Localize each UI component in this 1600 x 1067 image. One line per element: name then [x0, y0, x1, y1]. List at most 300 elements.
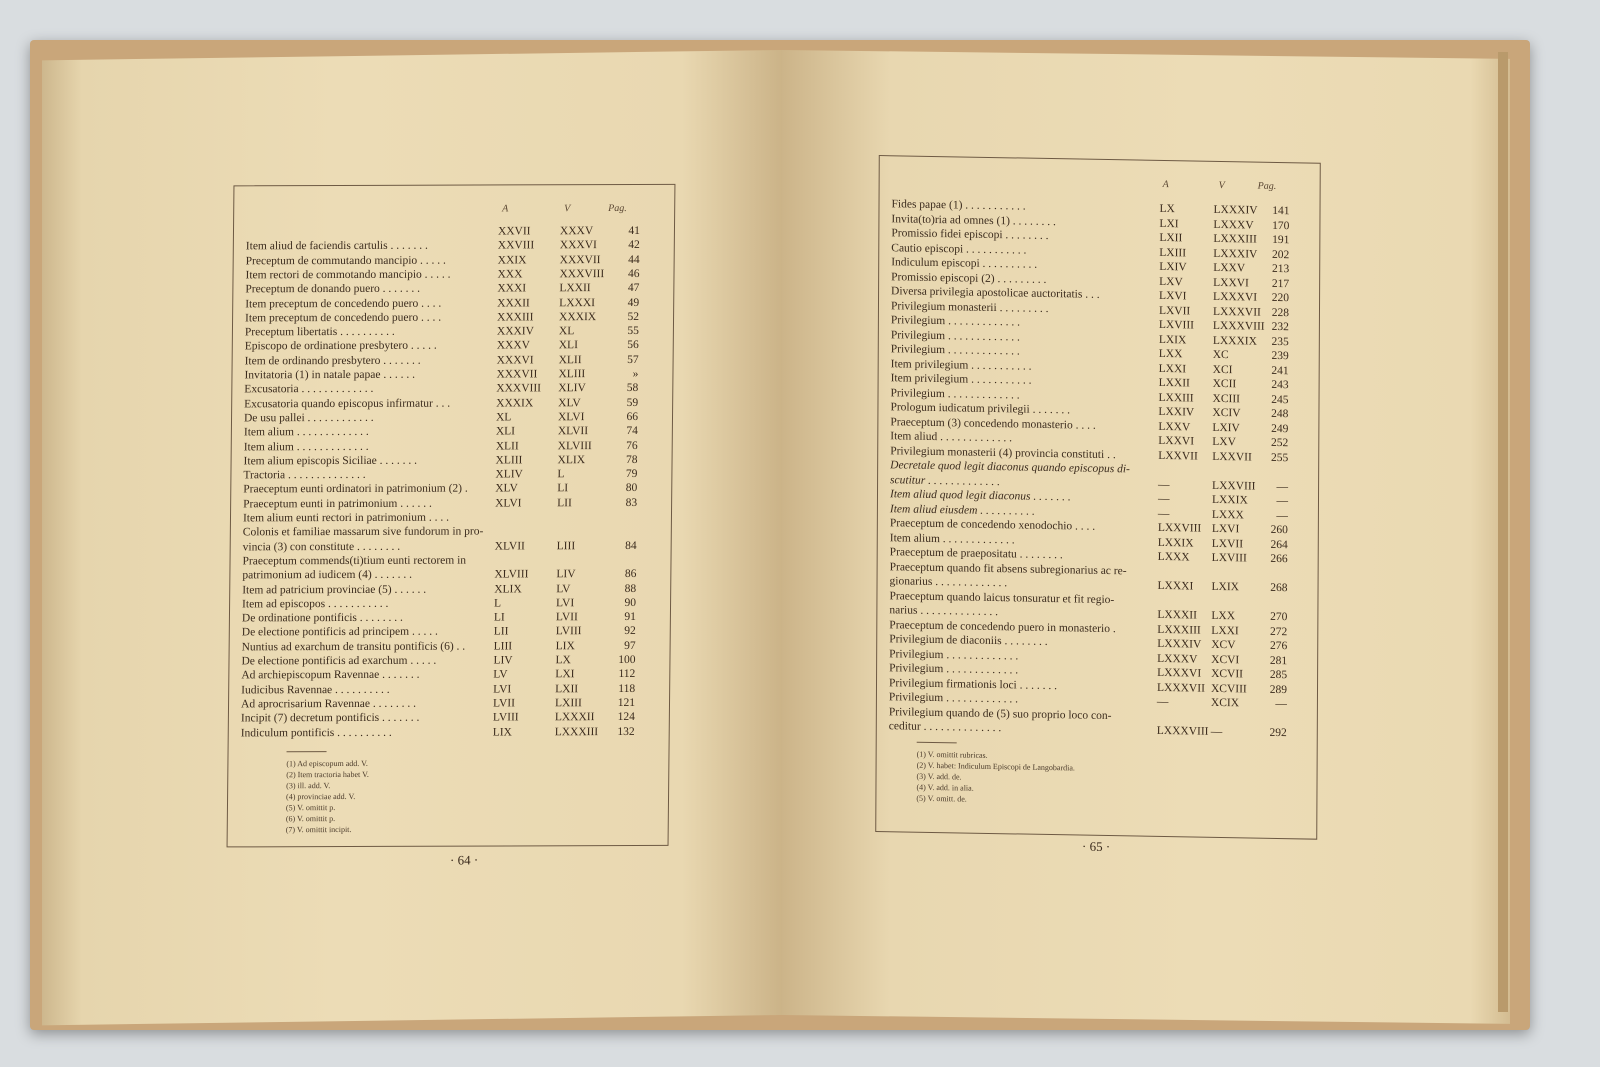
index-row: [244, 439, 662, 453]
column-v-value: LXXII: [559, 282, 591, 295]
column-a-value: XL: [495, 411, 512, 424]
column-v-value: XLVII: [557, 425, 589, 438]
page-value: —: [1276, 494, 1289, 508]
column-v-value: XXXVIII: [559, 267, 605, 281]
column-a-value: LXVII: [1158, 304, 1191, 317]
index-row: [245, 282, 663, 296]
entry-title: Item alium eunti rectori in patrimonium . . . .: [242, 511, 450, 525]
column-v-value: LII: [557, 496, 572, 509]
index-row: [242, 554, 660, 568]
column-v-value: LVII: [555, 611, 578, 624]
page-value: 56: [627, 339, 639, 352]
column-a-value: —: [1157, 492, 1170, 506]
index-row: [246, 239, 664, 253]
entry-title: Privilegium monasterii (4) provincia constituti . .: [890, 444, 1116, 461]
index-row: [242, 611, 660, 625]
column-v-value: XCI: [1212, 363, 1233, 376]
page-value: [1257, 712, 1287, 713]
page-value: [1258, 466, 1288, 467]
entry-title: Excusatoria quando episcopus infirmatur . . .: [244, 397, 451, 410]
entry-title: Praeceptum (3) concedendo monasterio . . . .: [890, 415, 1096, 432]
footnote-rule: [287, 751, 327, 752]
page-value: 239: [1271, 349, 1289, 363]
footnote: (2) Item tractoria habet V.: [286, 769, 369, 780]
column-header-a: A: [502, 203, 509, 215]
column-v-value: XXXVI: [559, 239, 597, 252]
column-a-value: XXXI: [497, 282, 527, 295]
column-a-value: LIII: [493, 640, 513, 653]
left-page: [42, 50, 782, 1025]
entry-title: Privilegium . . . . . . . . . . . . .: [890, 314, 1021, 329]
index-row: [241, 725, 659, 739]
page-value: 241: [1271, 364, 1289, 377]
column-v-value: XLIX: [557, 453, 586, 467]
entry-title: Item ad patricium provinciae (5) . . . . . .: [242, 583, 427, 596]
column-a-value: LXVIII: [1158, 318, 1195, 332]
column-v-value: LXXV: [1213, 261, 1246, 275]
column-v-value: —: [1210, 725, 1223, 739]
index-row: [242, 640, 660, 654]
page-value: —: [1276, 480, 1289, 493]
index-row: [244, 368, 662, 382]
index-row: [245, 325, 663, 339]
entry-title: Praeceptum commends(ti)tium eunti rectorem in: [242, 554, 467, 568]
column-a-value: LII: [493, 625, 509, 638]
column-v-value: LXXXI: [559, 296, 596, 309]
footnote: (2) V. habet: Indiculum Episcopi de Langobardia.: [916, 760, 1075, 773]
index-row: [242, 582, 660, 596]
column-header-v: V: [1218, 179, 1225, 192]
page-value: —: [1275, 697, 1287, 711]
column-v-value: XCVI: [1211, 653, 1240, 666]
index-row: [245, 311, 663, 325]
page-value: 44: [628, 253, 640, 266]
page-value: 268: [1270, 581, 1288, 595]
entry-title: Item alium . . . . . . . . . . . . .: [243, 440, 369, 453]
column-a-value: LVIII: [492, 711, 519, 724]
page-value: 170: [1272, 219, 1290, 232]
column-v-value: LVIII: [555, 625, 582, 638]
column-v-value: XLV: [558, 396, 581, 409]
column-a-value: LXXXVI: [1157, 666, 1202, 680]
page-value: 112: [618, 668, 636, 681]
entry-title: gionarius . . . . . . . . . . . . .: [889, 575, 1008, 590]
entry-title: De electione pontificis ad principem . . . . .: [241, 626, 438, 639]
column-a-value: —: [1158, 478, 1170, 491]
right-page-frame: [875, 155, 1321, 840]
column-a-value: LXXV: [1158, 420, 1191, 433]
page-value: 90: [624, 596, 637, 609]
entry-title: Excusatoria . . . . . . . . . . . . .: [244, 383, 374, 396]
index-row: [243, 511, 661, 525]
page-value: 228: [1271, 306, 1290, 319]
column-v-value: XXXV: [559, 225, 594, 238]
column-v-value: LXIV: [1212, 421, 1240, 434]
index-row: [241, 711, 659, 725]
page-value: 281: [1269, 654, 1288, 667]
page-value: 79: [625, 468, 638, 481]
entry-title: vincia (3) con constitute . . . . . . . .: [242, 540, 401, 553]
column-v-value: LXXI: [1211, 624, 1239, 637]
column-v-value: XC: [1212, 348, 1229, 362]
entry-title: Privilegium de diaconiis . . . . . . . .: [889, 633, 1048, 648]
page-value: 248: [1271, 407, 1289, 421]
entry-title: Item alium episcopis Siciliae . . . . . . .: [243, 454, 418, 468]
page-value: 83: [625, 496, 638, 509]
page-value: 213: [1271, 262, 1290, 276]
column-a-value: LX: [1159, 202, 1175, 216]
left-page-frame: [227, 184, 676, 848]
entry-title: Item de ordinando presbytero . . . . . . .: [244, 354, 421, 368]
entry-title: ceditur . . . . . . . . . . . . . .: [888, 720, 1002, 735]
entry-title: Item aliud quod legit diaconus . . . . . . .: [889, 488, 1071, 504]
column-a-value: LXXX: [1157, 550, 1190, 564]
entry-title: Item preceptum de concedendo puero . . . .: [245, 311, 442, 325]
entry-title: Privilegium . . . . . . . . . . . . .: [888, 691, 1019, 706]
page-value: 264: [1270, 538, 1288, 551]
index-row: [245, 339, 663, 353]
column-a-value: XXXV: [496, 339, 531, 352]
page-value: 285: [1269, 668, 1288, 682]
index-row: [241, 697, 659, 711]
column-v-value: XL: [558, 325, 575, 338]
index-row: [242, 568, 660, 582]
column-v-value: LXXXIV: [1213, 203, 1258, 217]
entry-title: Invita(to)ria ad omnes (1) . . . . . . . .: [891, 212, 1056, 228]
entry-title: Praeceptum eunti in patrimonium . . . . . .: [243, 497, 432, 511]
column-a-value: XXXII: [497, 296, 530, 309]
entry-title: Invitatoria (1) in natale papae . . . . . .: [244, 368, 416, 382]
entry-title: Preceptum libertatis . . . . . . . . . .: [244, 325, 395, 339]
column-a-value: LXXVII: [1158, 449, 1198, 463]
page-value: 49: [627, 296, 640, 309]
page-value: 141: [1272, 204, 1290, 218]
footnote: (5) V. omitt. de.: [916, 793, 967, 804]
page-value: [1257, 596, 1287, 597]
index-row: [242, 625, 660, 639]
index-row: [245, 296, 663, 310]
page-value: 42: [628, 239, 640, 252]
column-v-value: L: [557, 468, 565, 481]
column-a-value: LXII: [1159, 231, 1183, 245]
page-value: 47: [627, 282, 640, 295]
page-value: —: [1276, 509, 1288, 522]
entry-title: scutitur . . . . . . . . . . . . .: [890, 473, 1000, 488]
column-a-value: LXXIII: [1158, 391, 1194, 405]
entry-title: Item aliud . . . . . . . . . . . . .: [890, 430, 1013, 445]
column-v-value: LXII: [555, 682, 579, 695]
page-value: 41: [628, 224, 641, 237]
column-a-value: LXXXIV: [1157, 637, 1202, 651]
entry-title: Preceptum de commutando mancipio . . . . .: [245, 254, 446, 267]
page-edges: [1498, 52, 1508, 1012]
column-a-value: XXVII: [497, 225, 531, 238]
column-v-value: LVI: [556, 596, 575, 610]
index-row: [241, 654, 659, 668]
page-value: 92: [624, 625, 636, 638]
index-row: [241, 668, 659, 682]
page-value: 84: [625, 539, 637, 552]
column-a-value: XXXVIII: [496, 382, 542, 395]
column-a-value: LXIII: [1159, 246, 1187, 259]
page-value: 57: [627, 353, 639, 366]
index-row: [244, 396, 662, 410]
footnote: (1) V. omittit rubricas.: [916, 749, 988, 760]
entry-title: Decretale quod legit diaconus quando episcopus di-: [890, 459, 1130, 476]
column-a-value: —: [1157, 507, 1170, 520]
page-value: 58: [626, 382, 639, 395]
page-value: 80: [625, 482, 638, 495]
entry-title: Privilegium . . . . . . . . . . . . .: [890, 328, 1020, 343]
entry-title: Privilegium . . . . . . . . . . . . .: [890, 343, 1020, 358]
index-row: [246, 253, 664, 267]
page-value: 86: [624, 568, 637, 581]
page-value: 66: [626, 410, 639, 423]
column-v-value: LXVII: [1211, 537, 1244, 550]
column-v-value: XLI: [558, 339, 579, 352]
column-v-value: LXVIII: [1211, 551, 1247, 565]
entry-title: Privilegium quando de (5) suo proprio loco con-: [888, 705, 1112, 722]
column-a-value: LV: [493, 668, 508, 681]
page-value: 245: [1271, 393, 1289, 406]
column-a-value: LVII: [492, 697, 516, 710]
page-value: 52: [627, 310, 640, 323]
left-footnotes: [286, 751, 369, 835]
column-v-value: LXXIX: [1211, 493, 1248, 507]
column-a-value: XXXIX: [496, 396, 534, 410]
entry-title: Praeceptum quando laicus tonsuratur et fit regio-: [889, 589, 1115, 606]
column-a-value: LI: [493, 611, 505, 624]
column-v-value: XLIII: [558, 368, 586, 381]
column-header-pag: Pag.: [1257, 180, 1277, 192]
column-v-value: XXXVII: [559, 253, 601, 266]
column-a-value: XLIV: [495, 468, 523, 481]
column-a-value: LXIX: [1158, 333, 1187, 346]
page-value: 217: [1271, 277, 1290, 290]
page-value: 97: [624, 639, 636, 652]
page-value: 243: [1271, 378, 1289, 392]
entry-title: narius . . . . . . . . . . . . . .: [889, 604, 999, 619]
entry-title: Privilegium monasterii . . . . . . . . .: [890, 299, 1049, 315]
column-v-value: XCIX: [1210, 696, 1240, 710]
entry-title: Item aliud de faciendis cartulis . . . . . . .: [245, 239, 428, 253]
column-v-value: LXIII: [554, 697, 582, 710]
footnote: (6) V. omittit p.: [285, 814, 336, 824]
page-value: 252: [1271, 436, 1289, 450]
page-value: 132: [617, 725, 635, 738]
index-row: [245, 268, 663, 282]
column-a-value: LXXXV: [1157, 652, 1198, 666]
column-v-value: LIV: [556, 568, 576, 581]
column-a-value: XLVIII: [494, 568, 529, 581]
column-a-value: LXIV: [1159, 260, 1187, 274]
column-a-value: LIX: [492, 725, 512, 738]
page-value: »: [632, 367, 639, 380]
page-number-65: · 65 ·: [1082, 838, 1111, 855]
index-row: [243, 539, 661, 553]
entry-title: Indiculum pontificis . . . . . . . . . .: [240, 726, 392, 739]
index-row: [246, 225, 664, 239]
entry-title: Item alium . . . . . . . . . . . . .: [243, 426, 369, 439]
column-v-value: LIX: [555, 639, 575, 652]
entry-title: Praeceptum eunti ordinatori in patrimonium (2) .: [243, 482, 468, 496]
column-a-value: XXXVII: [496, 368, 538, 381]
column-a-value: LIV: [493, 654, 513, 667]
entry-title: Preceptum de donando puero . . . . . . .: [245, 282, 421, 296]
page-value: 59: [626, 396, 639, 409]
entry-title: Cautio episcopi . . . . . . . . . . .: [891, 241, 1027, 257]
page-value: 91: [624, 611, 636, 624]
column-v-value: LXI: [555, 668, 575, 681]
entry-title: De ordinatione pontificis . . . . . . . .: [241, 611, 403, 625]
column-v-value: LXV: [1212, 435, 1236, 449]
column-v-value: LXXXII: [554, 711, 595, 724]
page-value: 78: [626, 453, 638, 466]
column-v-value: XLIV: [558, 382, 586, 395]
column-a-value: —: [1156, 695, 1169, 709]
column-a-value: XXXIV: [496, 325, 535, 338]
column-v-value: LI: [557, 482, 569, 495]
entry-title: Item preceptum de concedendo puero . . . .: [245, 297, 442, 310]
column-a-value: XLII: [495, 439, 519, 452]
entry-title: Promissio fidei episcopi . . . . . . . .: [891, 227, 1049, 242]
column-v-value: LXXXVIII: [1212, 319, 1265, 333]
column-a-value: LXX: [1158, 347, 1183, 361]
column-a-value: LXXXII: [1157, 608, 1198, 622]
column-a-value: XLI: [495, 425, 516, 438]
entry-title: Item alium . . . . . . . . . . . . .: [889, 531, 1015, 546]
column-v-value: LXXX: [1211, 508, 1244, 521]
entry-title: Ad archiepiscopum Ravennae . . . . . . .: [241, 669, 420, 682]
entry-title: De electione pontificis ad exarchum . . . . .: [241, 654, 437, 668]
entry-title: Praeceptum quando fit absens subregionarius ac re-: [889, 560, 1127, 577]
entry-title: De usu pallei . . . . . . . . . . . .: [243, 411, 374, 425]
page-value: 121: [617, 696, 636, 709]
entry-title: Privilegium firmationis loci . . . . . . .: [888, 676, 1058, 692]
page-value: 235: [1271, 335, 1289, 348]
column-v-value: LXXXIX: [1212, 334, 1257, 348]
column-v-value: LX: [555, 654, 571, 667]
column-v-value: LXXXIII: [554, 725, 599, 738]
index-row: [243, 525, 661, 539]
entry-title: Fides papae (1) . . . . . . . . . . .: [891, 198, 1026, 213]
column-v-value: LXXVI: [1213, 276, 1249, 289]
page-value: 260: [1270, 523, 1288, 537]
column-v-value: XLVI: [557, 411, 585, 424]
page-value: 270: [1270, 610, 1288, 624]
entry-title: Privilegium . . . . . . . . . . . . .: [890, 386, 1020, 401]
page-value: [1258, 567, 1288, 568]
page-value: 232: [1271, 320, 1289, 334]
column-a-value: LXXII: [1158, 376, 1190, 390]
column-a-value: LXXVIII: [1157, 521, 1202, 535]
footnote: (3) ill. add. V.: [286, 781, 331, 791]
column-a-value: LXXXVII: [1156, 681, 1205, 695]
entry-title: Promissio episcopi (2) . . . . . . . . .: [891, 270, 1047, 286]
column-v-value: XCIV: [1212, 406, 1241, 420]
page-value: 249: [1271, 422, 1289, 435]
column-v-value: LXXXVI: [1213, 290, 1258, 304]
page-value: 202: [1272, 248, 1290, 261]
column-v-value: LXX: [1211, 609, 1236, 623]
entry-title: Item privilegium . . . . . . . . . . .: [890, 357, 1032, 373]
column-a-value: LXXVI: [1158, 434, 1195, 448]
footnote: (1) Ad episcopum add. V.: [286, 758, 368, 769]
column-v-value: XLII: [558, 353, 582, 366]
column-v-value: LXXXV: [1213, 218, 1254, 232]
entry-title: Praeceptum de concedendo xenodochio . . . .: [889, 517, 1096, 533]
column-a-value: XLVII: [494, 539, 525, 553]
index-row: [244, 411, 662, 425]
column-a-value: XXXIII: [497, 311, 534, 324]
column-a-value: XLV: [495, 482, 518, 495]
page-value: 118: [618, 682, 636, 695]
entry-title: Prologum iudicatum privilegii . . . . . . .: [890, 401, 1071, 417]
column-a-value: XLIX: [494, 582, 522, 595]
column-v-value: LXIX: [1211, 580, 1240, 594]
column-v-value: LXXXVII: [1212, 305, 1261, 319]
index-row: [244, 425, 662, 439]
column-v-value: XLVIII: [557, 439, 592, 452]
page-value: 100: [618, 653, 636, 667]
column-v-value: LXXVII: [1212, 450, 1252, 464]
entry-title: Praeceptum de praepositatu . . . . . . . .: [889, 546, 1063, 562]
entry-title: Item ad episcopos . . . . . . . . . . .: [242, 597, 389, 611]
page-value: 255: [1270, 451, 1289, 464]
page-value: 55: [627, 325, 639, 338]
column-v-value: LIII: [556, 539, 576, 552]
column-v-value: XCVIII: [1210, 682, 1247, 695]
page-value: 272: [1270, 625, 1288, 638]
column-a-value: LXXXVIII: [1156, 724, 1209, 738]
page-value: 266: [1270, 552, 1288, 566]
column-a-value: XXVIII: [497, 239, 535, 252]
entry-title: Iudicibus Ravennae . . . . . . . . . .: [241, 683, 390, 696]
page-value: 276: [1269, 639, 1288, 653]
page-value: 46: [627, 267, 640, 280]
page-value: 191: [1272, 233, 1290, 247]
footnote: (4) provinciae add. V.: [286, 791, 356, 802]
column-v-value: XCII: [1212, 377, 1237, 391]
column-a-value: XLIII: [495, 454, 523, 467]
index-row: [243, 482, 661, 496]
column-v-value: XCIII: [1212, 392, 1241, 405]
column-v-value: XCV: [1211, 638, 1236, 652]
page-value: 220: [1271, 291, 1290, 305]
column-a-value: L: [494, 597, 502, 610]
index-row: [244, 454, 662, 468]
column-a-value: XXXVI: [496, 354, 534, 367]
footnote: (7) V. omittit incipit.: [285, 824, 352, 835]
entry-title: Privilegium . . . . . . . . . . . . .: [889, 647, 1019, 662]
column-v-value: LXXXIV: [1213, 247, 1258, 261]
column-v-value: XXXIX: [559, 310, 597, 324]
page-number-64: · 64 ·: [450, 852, 479, 868]
page-value: 292: [1269, 726, 1287, 740]
column-a-value: LXV: [1159, 275, 1183, 288]
column-header-v: V: [564, 203, 571, 215]
column-a-value: LXXXIII: [1157, 623, 1201, 637]
column-v-value: LXXVIII: [1212, 479, 1256, 493]
column-a-value: LXI: [1159, 217, 1179, 230]
column-a-value: LXXIV: [1158, 405, 1195, 419]
entry-title: Item aliud eiusdem . . . . . . . . . .: [889, 502, 1035, 518]
page-value: 74: [626, 425, 638, 438]
column-v-value: LXVI: [1211, 522, 1240, 536]
column-a-value: LXXI: [1158, 362, 1187, 375]
footnote: (4) V. add. in alia.: [916, 782, 974, 793]
index-row: [244, 382, 662, 396]
